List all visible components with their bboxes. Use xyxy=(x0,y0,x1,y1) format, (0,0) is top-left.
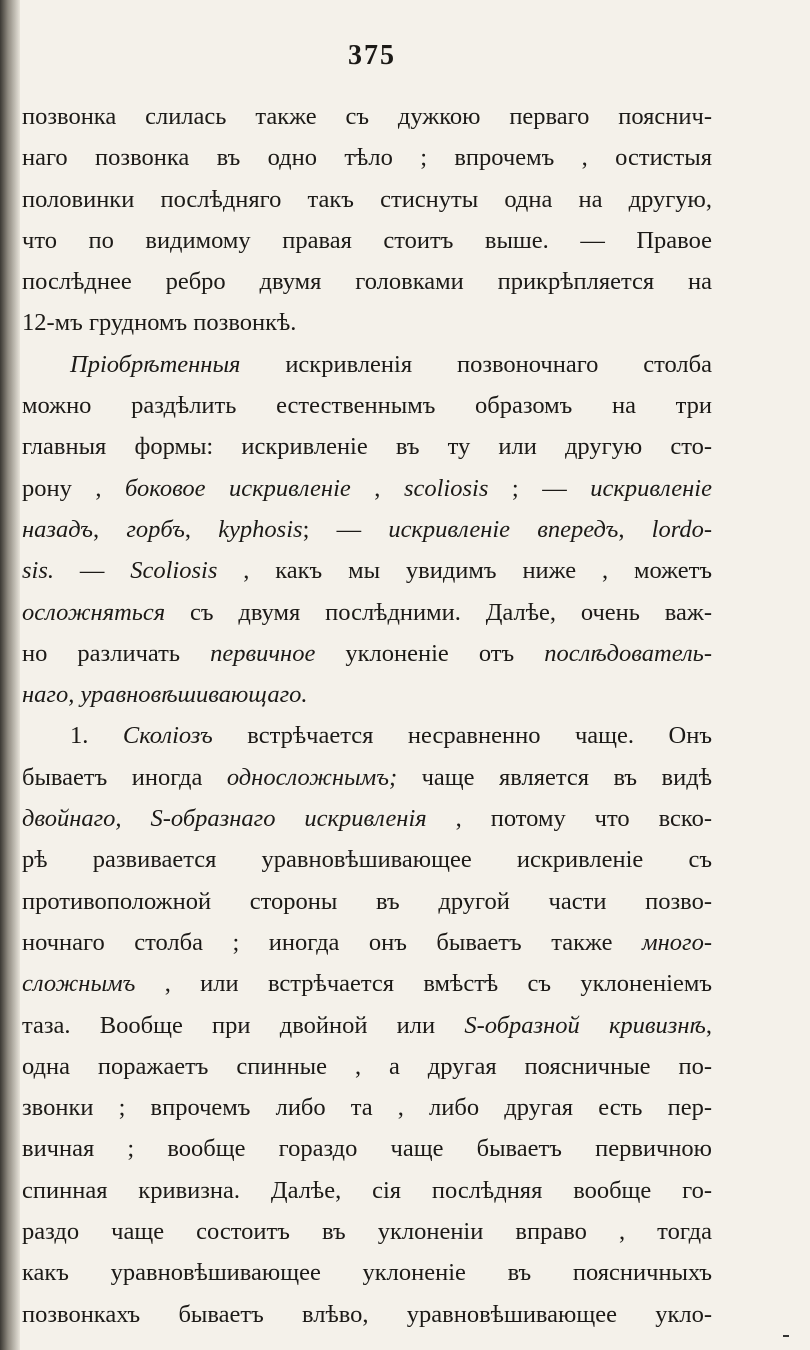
text-run: противоположной стороны въ другой части позво- xyxy=(22,887,712,915)
text-run: искривленія позвоночнаго столба xyxy=(240,350,712,378)
italic-text: осложняться xyxy=(22,598,166,626)
italic-text: Scoliosis xyxy=(130,557,218,585)
page-number: 375 xyxy=(348,40,396,71)
text-run: чаще является въ видѣ xyxy=(397,763,712,791)
text-run: , xyxy=(184,515,219,543)
book-page xyxy=(22,0,810,1350)
text-run: спинная кривизна. Далѣе, сія послѣдняя вообще го- xyxy=(22,1176,712,1204)
text-run: уклоненіе отъ xyxy=(315,639,545,667)
text-run: , или встрѣчается вмѣстѣ съ уклоненіемъ xyxy=(135,970,712,998)
italic-text: scoliosis xyxy=(403,474,489,502)
italic-text: наго, уравновѣшивающаго. xyxy=(22,681,308,709)
text-run: бываетъ иногда xyxy=(22,763,227,791)
text-run: рѣ развивается уравновѣшивающее искривленіе съ xyxy=(22,846,712,874)
text-run: , какъ мы увидимъ ниже , можетъ xyxy=(217,557,712,585)
text-line xyxy=(22,509,712,550)
text-line xyxy=(22,1005,712,1046)
italic-text: искривленіе xyxy=(590,474,712,502)
italic-text: сложнымъ xyxy=(22,970,136,998)
text-line xyxy=(22,468,712,509)
text-run: , xyxy=(93,515,127,543)
text-run: — xyxy=(54,557,131,585)
text-run: ночнаго столба ; иногда онъ бываетъ также xyxy=(22,928,642,956)
text-line xyxy=(22,96,712,137)
text-line xyxy=(22,344,712,385)
text-line xyxy=(22,385,712,426)
text-line xyxy=(22,839,712,880)
text-run: позвонка слилась также съ дужкою перваго пояснич- xyxy=(22,103,712,130)
text-run: половинки послѣдняго такъ стиснуты одна на другую, xyxy=(22,185,712,213)
corner-mark xyxy=(783,1335,789,1337)
italic-text: sis. xyxy=(22,557,55,585)
text-run: звонки ; впрочемъ либо та , либо другая есть пер- xyxy=(22,1094,712,1122)
text-line xyxy=(22,137,712,178)
text-line xyxy=(22,1046,712,1087)
italic-text: первичное xyxy=(210,639,316,667)
text-run: , xyxy=(705,1011,712,1039)
text-line xyxy=(22,881,712,922)
text-run: ; — xyxy=(488,474,591,502)
text-run: главныя формы: искривленіе въ ту или другую сто- xyxy=(22,433,712,461)
text-run: вичная ; вообще гораздо чаще бываетъ первичною xyxy=(22,1135,712,1163)
italic-text: назадъ xyxy=(22,515,93,543)
text-line xyxy=(22,1170,712,1211)
text-line xyxy=(22,302,712,343)
text-line xyxy=(22,963,712,1004)
text-run: 12-мъ грудномъ позвонкѣ. xyxy=(22,309,297,337)
italic-text: двойнаго, S-образнаго искривленія xyxy=(22,805,427,833)
text-run: съ двумя послѣдними. Далѣе, очень важ- xyxy=(165,598,712,626)
italic-text: Пріобрѣтенныя xyxy=(70,350,241,378)
text-line xyxy=(22,179,712,220)
text-line xyxy=(22,1128,712,1169)
text-run: , xyxy=(350,474,404,502)
italic-text: искривленіе впередъ xyxy=(388,515,619,543)
italic-text: боковое искривленіе xyxy=(125,474,351,502)
italic-text: горбъ xyxy=(126,515,185,543)
italic-text: Сколіозъ xyxy=(122,722,213,750)
text-run: какъ уравновѣшивающее уклоненіе въ поясничныхъ xyxy=(22,1259,712,1287)
text-line xyxy=(22,1087,712,1128)
text-run: наго позвонка въ одно тѣло ; впрочемъ , остистыя xyxy=(22,144,712,172)
text-run: встрѣчается несравненно чаще. Онъ xyxy=(212,722,712,750)
text-run: что по видимому правая стоитъ выше. — Правое xyxy=(22,226,712,254)
italic-text: много- xyxy=(641,928,712,956)
text-line xyxy=(22,1252,712,1293)
text-run: , xyxy=(618,515,652,543)
text-run: 1. xyxy=(70,722,123,750)
text-line xyxy=(22,922,712,963)
italic-text: S-образной кривизнѣ xyxy=(464,1011,706,1039)
text-line xyxy=(22,426,712,467)
italic-text: послѣдователь- xyxy=(544,639,712,667)
book-gutter-shadow xyxy=(0,0,20,1350)
text-run: таза. Вообще при двойной или xyxy=(22,1011,465,1039)
text-line xyxy=(22,592,712,633)
text-line xyxy=(22,220,712,261)
text-line xyxy=(22,1294,712,1335)
text-run: позвонкахъ бываетъ влѣво, уравновѣшивающее укло- xyxy=(22,1300,712,1328)
text-run: раздо чаще состоитъ въ уклоненіи вправо , тогда xyxy=(22,1218,712,1246)
text-run: ; — xyxy=(302,515,389,543)
text-run: но различать xyxy=(22,639,211,667)
italic-text: kyphosis xyxy=(218,515,303,543)
text-run: можно раздѣлить естественнымъ образомъ на три xyxy=(22,392,712,420)
text-run: одна поражаетъ спинные , а другая поясничные по- xyxy=(22,1052,712,1080)
text-line xyxy=(22,757,712,798)
text-line xyxy=(22,633,712,674)
text-run: рону , xyxy=(22,474,126,502)
text-line xyxy=(22,550,712,591)
text-line xyxy=(22,261,712,302)
text-line xyxy=(22,715,712,756)
italic-text: односложнымъ; xyxy=(226,763,398,791)
text-run: , потому что вско- xyxy=(426,805,712,833)
text-run: послѣднее ребро двумя головками прикрѣпляется на xyxy=(22,268,712,296)
text-line xyxy=(22,674,712,715)
text-line xyxy=(22,798,712,839)
body-text xyxy=(22,96,712,1335)
italic-text: lordo- xyxy=(651,515,712,543)
text-line xyxy=(22,1211,712,1252)
